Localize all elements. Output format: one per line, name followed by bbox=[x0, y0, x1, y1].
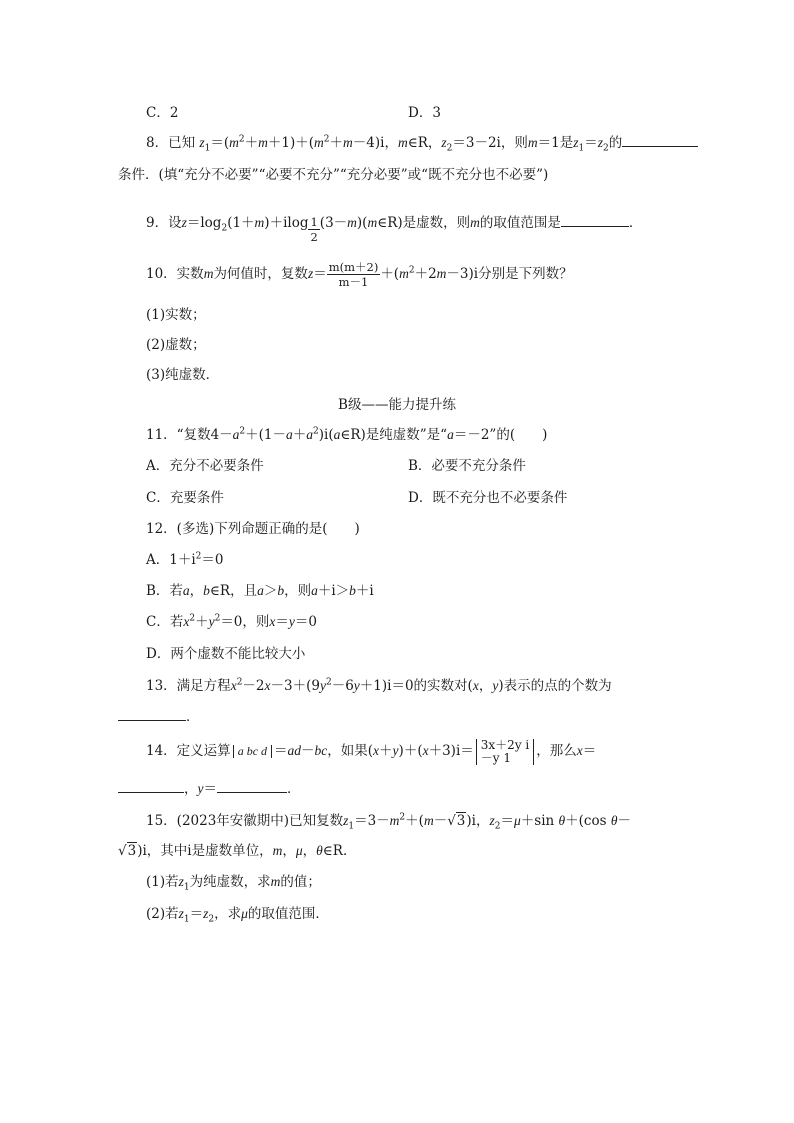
q12-option-a[interactable]: A．$1+i^2=0$ bbox=[146, 551, 224, 568]
q15-sub1: (1)若$z_1$为纯虚数，求m的值； bbox=[146, 874, 321, 893]
q7-option-c: C．2 bbox=[146, 105, 179, 121]
q9-line: 9．设$z=\log_2(1+m)+ilog$ $\frac{1}{2}$ (3－m)(m∈R)是虚数，则m的取值范围是 ． bbox=[146, 215, 643, 244]
q11-option-a[interactable]: A．充分不必要条件 bbox=[146, 458, 264, 474]
q11-option-b[interactable]: B．必要不充分条件 bbox=[408, 458, 526, 474]
q8-answer-blank[interactable] bbox=[622, 134, 698, 147]
q8-line1: 8．已知 $z_1=(m^2+m+1)+(m^2+m-4)i$，m∈R，$z_2=3-2i$，则m＝1是$z_1=z_2$的 bbox=[146, 134, 698, 152]
q10-sub1: (1)实数； bbox=[146, 307, 206, 323]
q15-line2: √3)i，其中i是虚数单位，m，μ，θ∈R． bbox=[118, 843, 357, 859]
q11-stem: 11．“复数$4-a^2+(1-a+a^2)i(a\in R)$是纯虚数”是“a＝－2”的( ) bbox=[146, 426, 548, 443]
q10-fraction: $\frac{m(m+2)}{m-1}$ bbox=[328, 260, 379, 289]
section-b-heading: B级——能力提升练 bbox=[338, 397, 456, 413]
q10-line: 10．实数m为何值时，复数z＝ $\frac{m(m+2)}{m-1}$ $+(m^2+2m-3)i$分别是下列数？ bbox=[146, 260, 573, 289]
q14-determinant-value: 3x＋2y i －y 1 bbox=[476, 739, 534, 765]
q10-sub2: (2)虚数； bbox=[146, 337, 206, 353]
q12-stem: 12．(多选)下列命题正确的是( ) bbox=[146, 521, 360, 537]
q15-line1: 15．(2023年安徽期中)已知复数$z_1=3-m^2+(m-√3)i$，$z_2=\mu+\sin$ θ＋(cos θ－ bbox=[146, 812, 631, 832]
q15-sub2: (2)若$z_1=z_2$，求μ的取值范围． bbox=[146, 906, 329, 925]
q14-y-answer-blank[interactable] bbox=[217, 780, 287, 793]
q14-x-answer-blank[interactable] bbox=[118, 780, 184, 793]
q14-line2: ，y＝ ． bbox=[118, 780, 301, 798]
q11-option-d[interactable]: D．既不充分也不必要条件 bbox=[408, 490, 568, 506]
q14-line1: 14．定义运算 a bc d ＝ad－bc，如果(x＋y)＋(x＋3)i＝ 3x＋2y i －y 1 ，那么x＝ bbox=[146, 737, 597, 765]
q13-line2: ． bbox=[118, 708, 200, 726]
q9-log-base-fraction: $\frac{1}{2}$ bbox=[310, 215, 318, 244]
q12-option-d[interactable]: D．两个虚数不能比较大小 bbox=[146, 646, 306, 662]
q9-answer-blank[interactable] bbox=[561, 214, 629, 227]
sqrt-3: √3 bbox=[447, 813, 466, 829]
q12-option-b[interactable]: B．若a，b∈R，且a＞b，则a＋i＞b＋i bbox=[146, 583, 374, 599]
q7-option-d: D．3 bbox=[408, 105, 441, 121]
q13-answer-blank[interactable] bbox=[118, 708, 186, 721]
q11-option-c[interactable]: C．充要条件 bbox=[146, 490, 224, 506]
q12-option-c[interactable]: C．若$x^2+y^2=0$，则x＝y＝0 bbox=[146, 613, 317, 630]
q8-line2: 条件．(填“充分不必要”“必要不充分”“充分必要”或“既不充分也不必要”) bbox=[118, 167, 549, 183]
q14-determinant-definition: a bc d bbox=[233, 745, 272, 758]
sqrt-3: √3 bbox=[118, 843, 137, 859]
q13-line1: 13．满足方程$x^2-2x-3+(9y^2-6y+1)i=0$的实数对(x，y)表示的点的个数为 bbox=[146, 677, 612, 694]
q10-sub3: (3)纯虚数． bbox=[146, 367, 220, 383]
